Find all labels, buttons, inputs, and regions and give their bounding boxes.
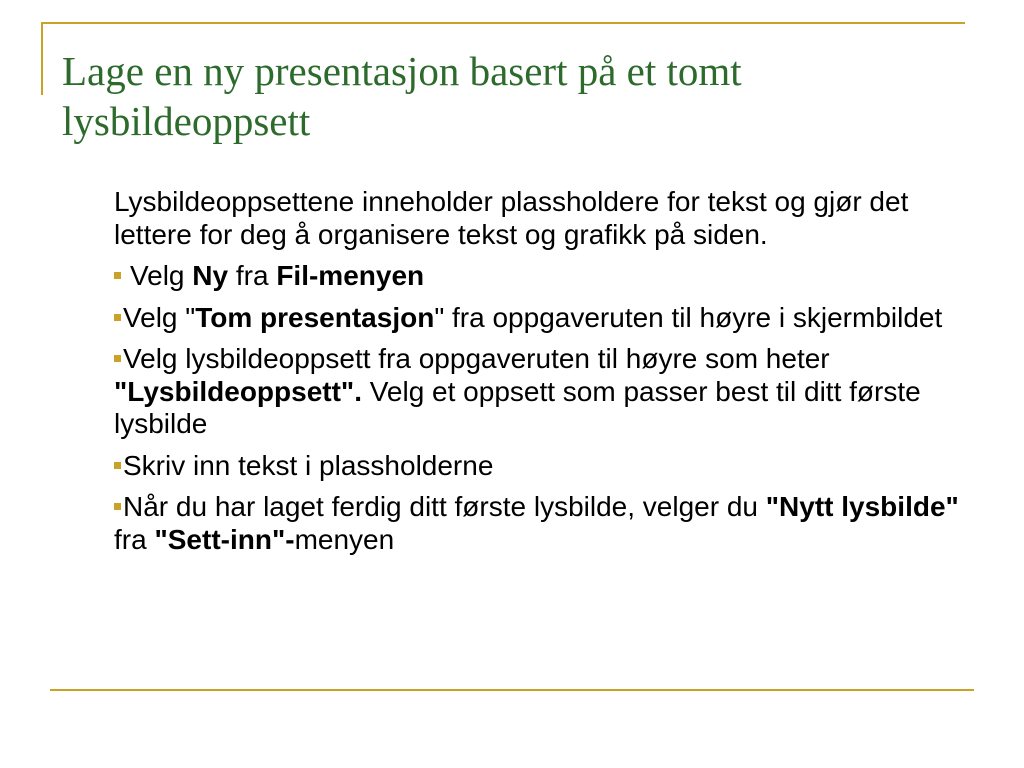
- bullet-text: fra: [114, 523, 155, 555]
- bullet-bold-text: "Sett-inn"-: [154, 523, 295, 555]
- bullet-item: [114, 343, 974, 441]
- bullet-text: " fra oppgaveruten til høyre i skjermbildet: [434, 301, 943, 333]
- bullet-bold-text: "Nytt lysbilde": [765, 491, 959, 522]
- bullet-square-icon: [114, 272, 121, 279]
- top-divider: [41, 22, 965, 24]
- bullet-text: Når du har laget ferdig ditt første lysbilde, velger du: [123, 491, 766, 522]
- bullet-bold-text: Fil-menyen: [276, 260, 425, 291]
- bullet-item: [114, 260, 974, 293]
- bullet-text: Skriv inn tekst i plassholderne: [123, 449, 494, 481]
- bullet-item: [114, 302, 974, 335]
- bullet-square-icon: [114, 462, 121, 469]
- bullet-text: Velg ": [123, 301, 196, 333]
- bullet-text: Velg: [130, 260, 193, 291]
- bullet-item: [114, 491, 974, 556]
- bullet-square-icon: [114, 355, 121, 362]
- title-line-1: Lage en ny presentasjon basert på et tomt: [62, 48, 742, 94]
- bullet-bold-text: "Lysbildeoppsett".: [114, 375, 362, 407]
- bullet-item: [114, 450, 974, 483]
- slide-body: [114, 186, 974, 556]
- bullet-bold-text: Tom presentasjon: [195, 301, 435, 333]
- slide-title: [62, 46, 982, 146]
- bullet-text: Velg lysbildeoppsett fra oppgaveruten til høyre som heter: [123, 343, 830, 374]
- bottom-divider: [50, 689, 974, 691]
- title-line-2: lysbildeoppsett: [62, 98, 311, 144]
- bullet-square-icon: [114, 503, 121, 510]
- bullet-text: fra: [228, 260, 277, 291]
- bullet-square-icon: [114, 314, 121, 321]
- bullet-text: menyen: [294, 523, 395, 555]
- bullet-bold-text: Ny: [192, 260, 229, 291]
- left-divider: [41, 22, 43, 95]
- bullet-text: Velg et oppsett som passer best til ditt første lysbilde: [114, 375, 921, 439]
- intro-paragraph: Lysbildeoppsettene inneholder plassholdere for tekst og gjør det lettere for deg å organisere tekst og grafikk på siden.: [114, 186, 909, 250]
